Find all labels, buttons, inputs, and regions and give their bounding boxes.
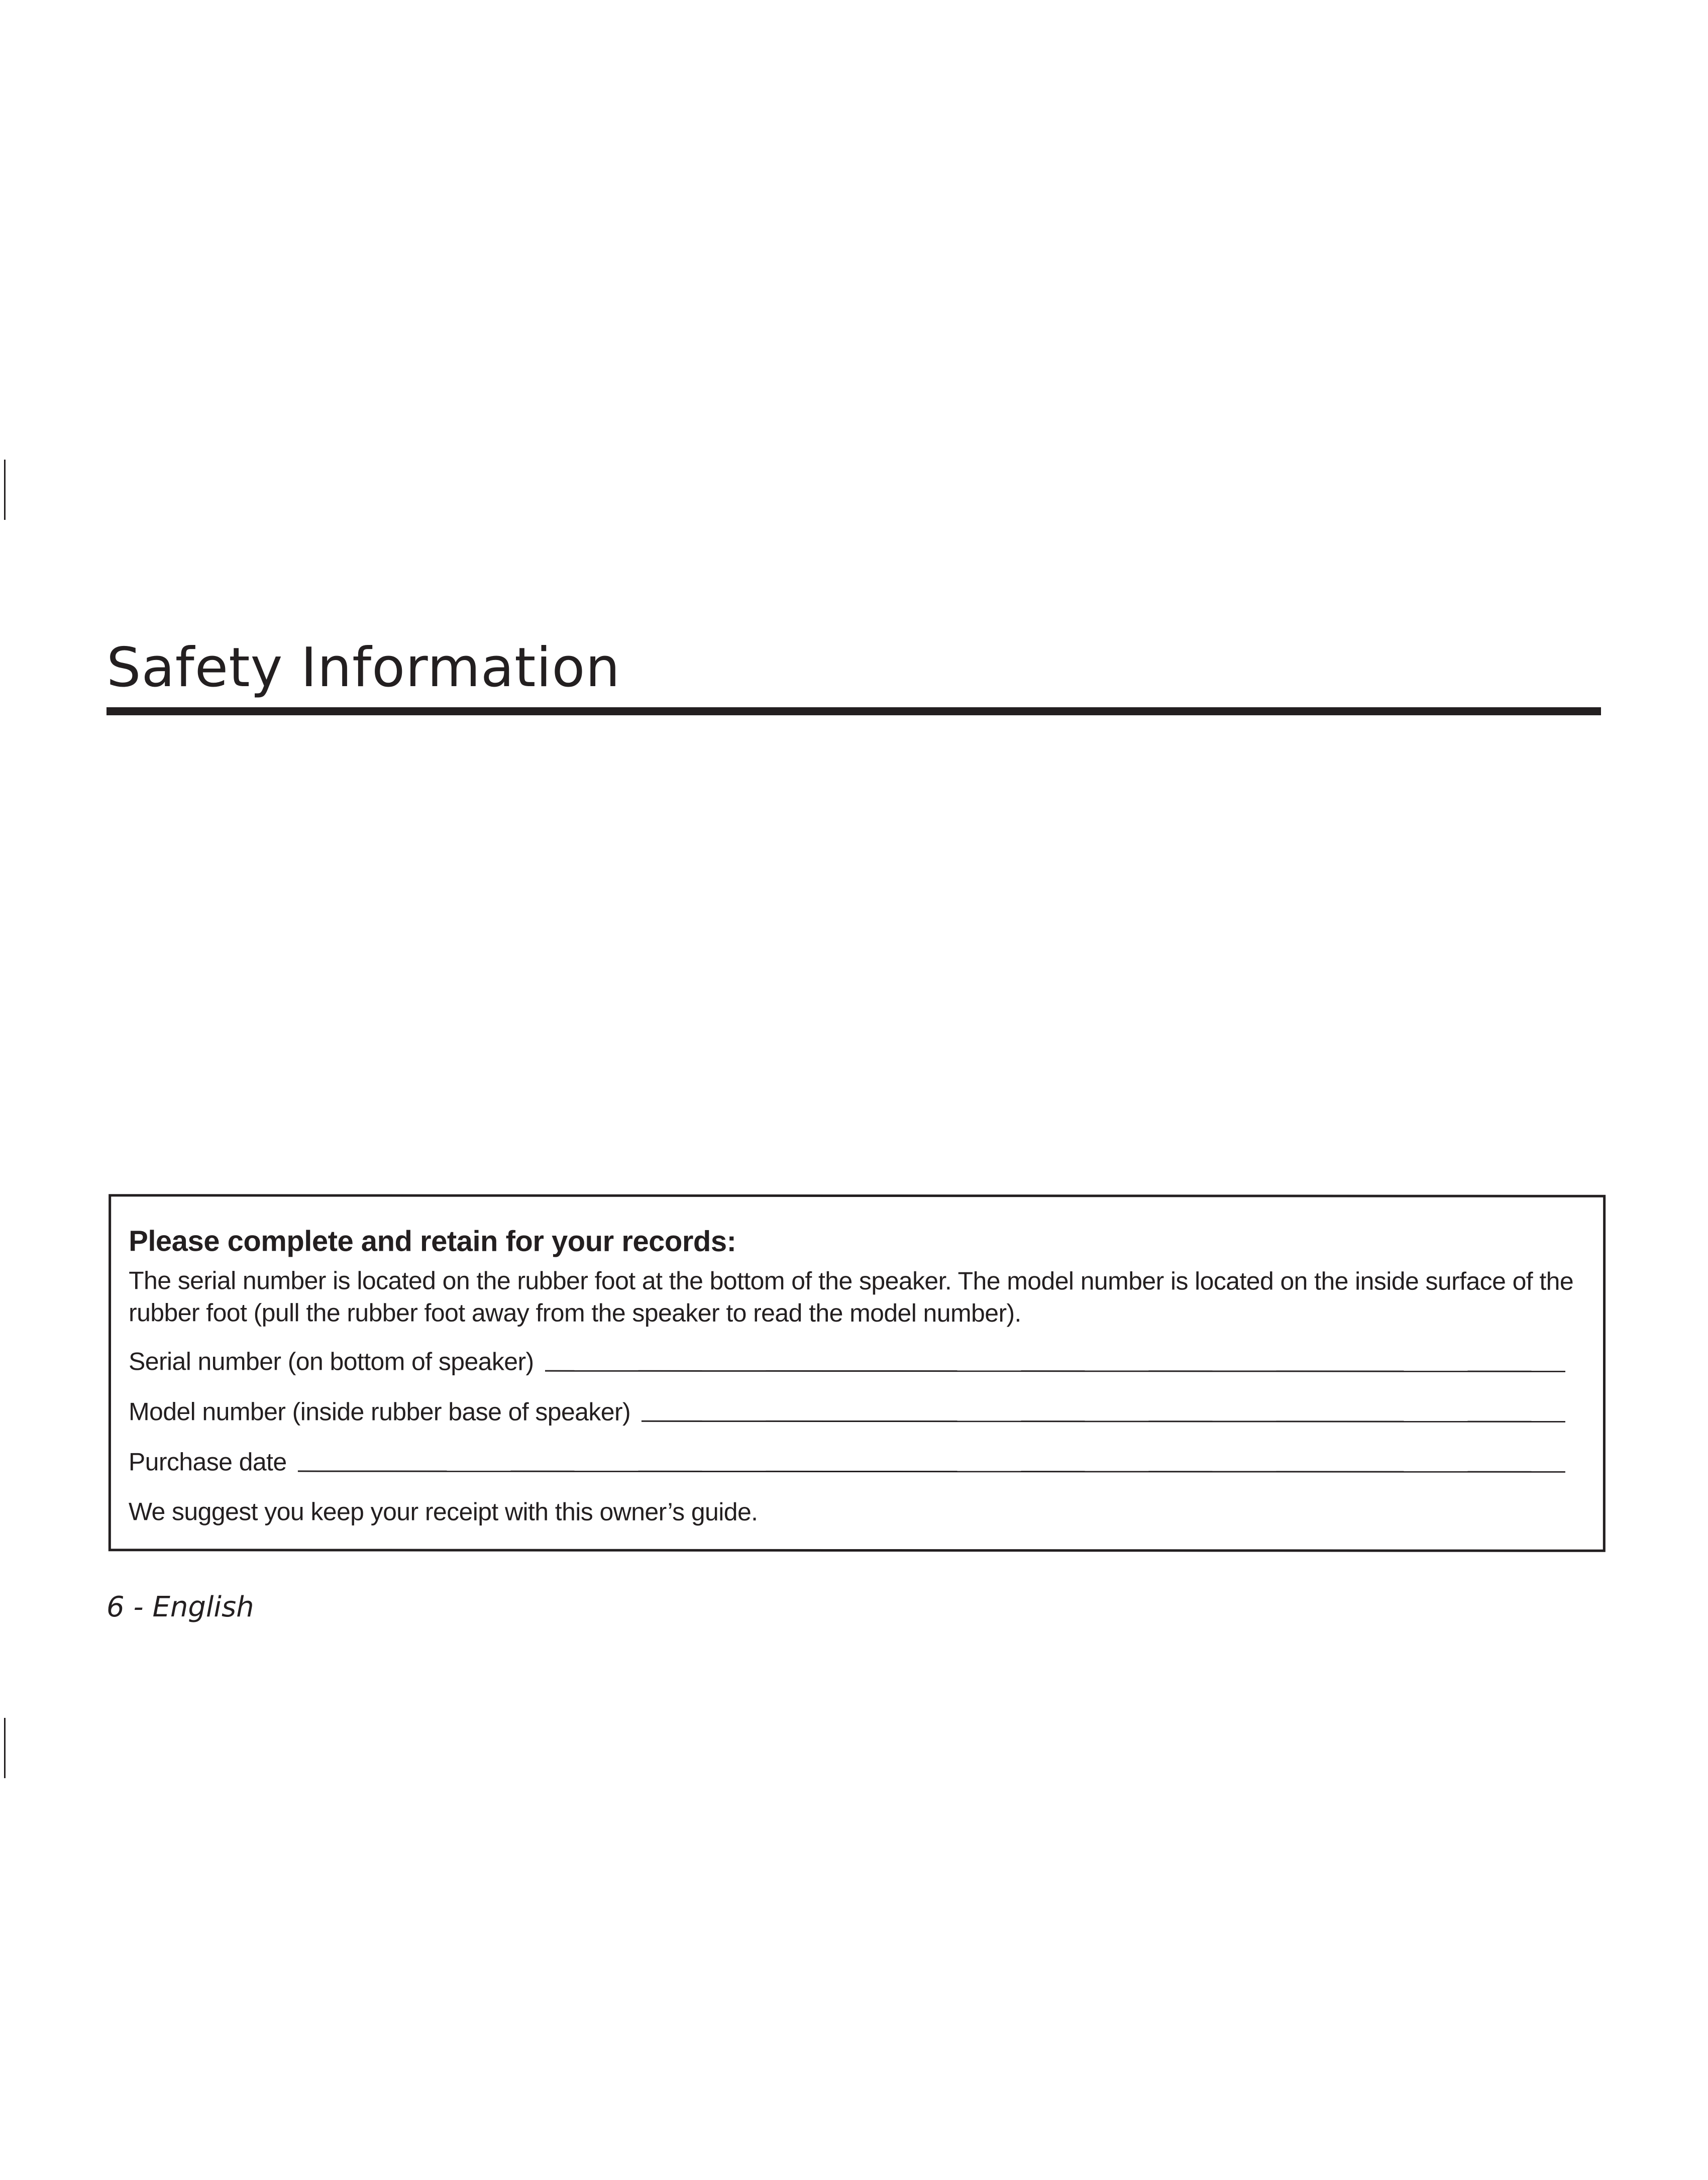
purchase-date-blank-line — [298, 1470, 1565, 1472]
model-number-field — [129, 1392, 1565, 1428]
records-box — [109, 1194, 1606, 1552]
purchase-date-field — [129, 1443, 1565, 1478]
crop-mark-bottom — [4, 1718, 6, 1778]
serial-number-label: Serial number (on bottom of speaker) — [128, 1347, 534, 1376]
receipt-note: We suggest you keep your receipt with this owner’s guide. — [128, 1497, 758, 1526]
page-footer: 6 - English — [106, 1591, 254, 1623]
section-title-rule — [106, 707, 1601, 715]
model-number-blank-line — [642, 1421, 1565, 1423]
section-title: Safety Information — [106, 636, 620, 699]
model-number-label: Model number (inside rubber base of speaker) — [128, 1397, 631, 1426]
records-box-heading: Please complete and retain for your records: — [129, 1225, 736, 1258]
records-box-intro: The serial number is located on the rubber foot at the bottom of the speaker. The model number is located on the inside surface of the rubber foot (pull the rubber foot away from the speaker to read the model number). — [129, 1266, 1574, 1328]
crop-mark-top — [4, 460, 6, 520]
serial-number-blank-line — [545, 1370, 1565, 1372]
purchase-date-label: Purchase date — [128, 1448, 287, 1476]
serial-number-field — [129, 1342, 1565, 1378]
